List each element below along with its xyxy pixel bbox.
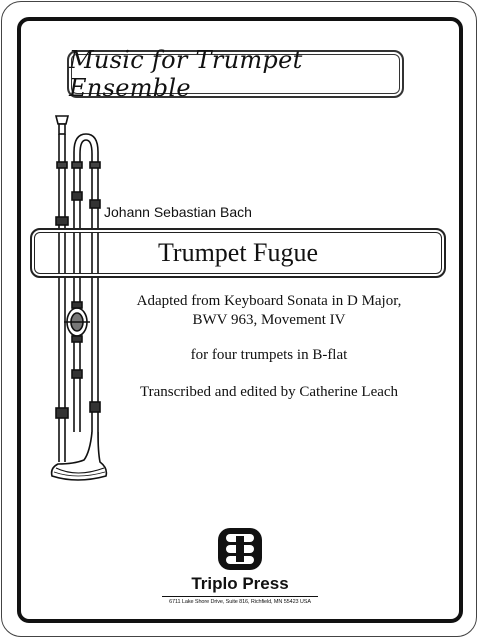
publisher-address: 6711 Lake Shore Drive, Suite 816, Richfield, MN 55423 USA <box>169 599 311 605</box>
series-title: Music for Trumpet Ensemble <box>69 46 303 102</box>
piece-title: Trumpet Fugue <box>157 238 319 267</box>
title-banner <box>30 228 446 278</box>
publisher-name: Triplo Press <box>191 574 289 593</box>
series-banner <box>67 46 404 102</box>
triplo-press-logo <box>214 526 266 572</box>
composer: Johann Sebastian Bach <box>104 204 252 220</box>
adapted-line-1: Adapted from Keyboard Sonata in D Major, <box>136 293 402 309</box>
instrumentation: for four trumpets in B-flat <box>190 347 348 363</box>
editor-credit: Transcribed and edited by Catherine Leach <box>139 384 399 400</box>
publisher-divider <box>162 596 318 597</box>
natural-trumpet-illustration <box>44 112 110 484</box>
adapted-line-2: BWV 963, Movement IV <box>192 312 346 328</box>
